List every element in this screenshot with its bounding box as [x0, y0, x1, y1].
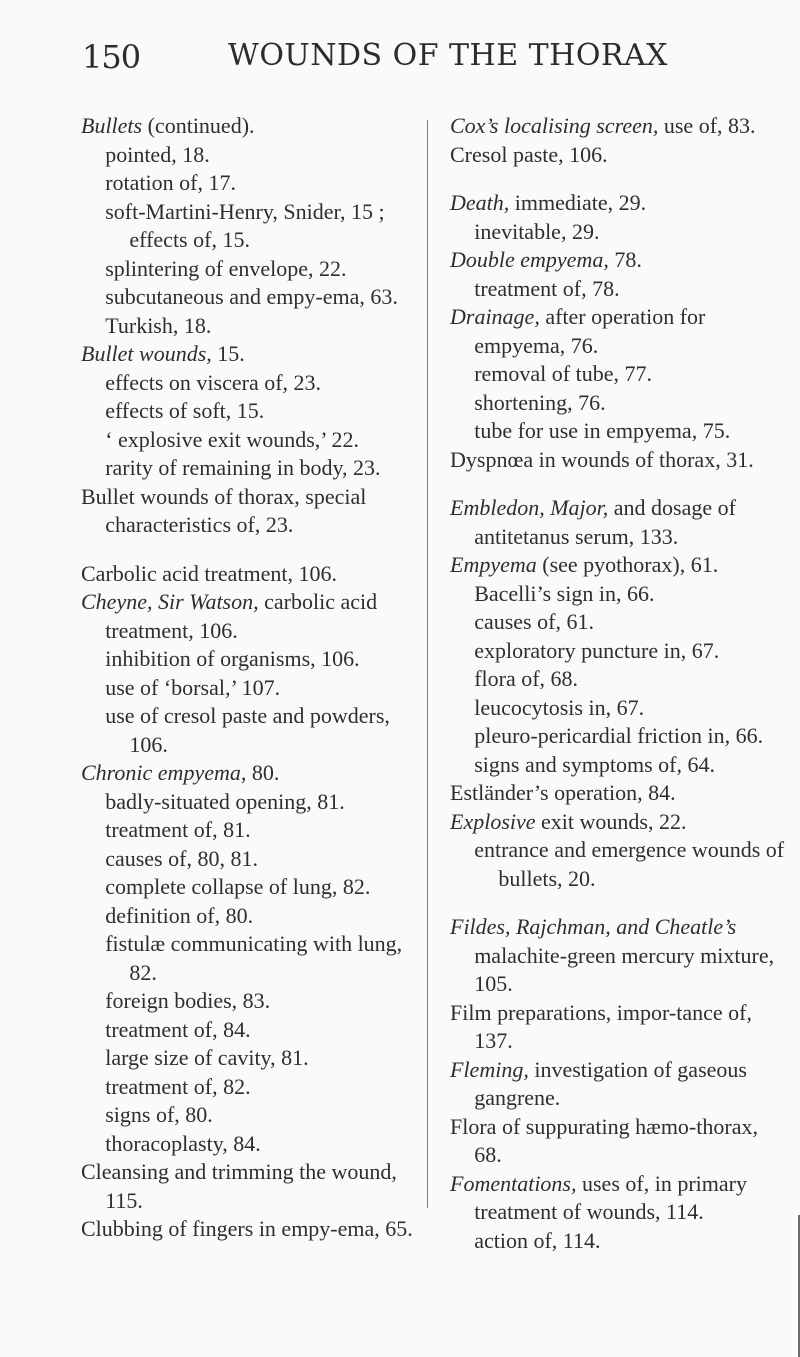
index-subentry: [81, 312, 421, 341]
entry-text: Turkish, 18.: [105, 312, 212, 338]
page-number: 150: [82, 38, 141, 76]
index-subentry: [450, 389, 790, 418]
index-subentry: [81, 645, 421, 674]
entry-text: soft-Martini-Henry, Snider, 15 ; effects of, 15.: [105, 198, 385, 252]
index-subentry: [81, 255, 421, 284]
entry-text: Cresol paste, 106.: [450, 141, 608, 167]
entry-text: use of cresol paste and powders, 106.: [105, 703, 390, 757]
entry-heading: Cox’s localising screen,: [450, 113, 659, 138]
index-subentry: [450, 665, 790, 694]
entry-text: Bullet wounds of thorax, special characteristics of, 23.: [81, 483, 367, 537]
index-subentry: [81, 283, 421, 312]
entry-text: inevitable, 29.: [474, 218, 600, 244]
index-subentry: [450, 637, 790, 666]
index-subentry: [81, 369, 421, 398]
entry-heading: Embledon, Major,: [450, 495, 609, 520]
entry-text: leucocytosis in, 67.: [474, 694, 645, 720]
entry-heading: Explosive: [450, 808, 536, 834]
entry-text: signs and symptoms of, 64.: [474, 751, 715, 777]
entry-text: (see pyothorax), 61.: [536, 552, 719, 577]
index-subentry: [450, 580, 790, 609]
entry-text: splintering of envelope, 22.: [105, 255, 347, 281]
entry-text: causes of, 80, 81.: [105, 845, 258, 871]
entry-text: rarity of remaining in body, 23.: [105, 455, 381, 480]
index-subentry: [81, 1044, 421, 1073]
index-entry: [450, 494, 790, 551]
index-entry: [450, 913, 790, 999]
entry-text: carbolic acid treatment, 106.: [105, 589, 378, 643]
entry-text: Clubbing of fingers in empy-ema, 65.: [81, 1216, 413, 1241]
index-column-left: [81, 112, 421, 1244]
index-entry: [450, 999, 790, 1056]
entry-text: Bacelli’s sign in, 66.: [474, 580, 655, 606]
entry-text: effects on viscera of, 23.: [105, 369, 322, 395]
entry-text: signs of, 80.: [105, 1102, 213, 1127]
entry-text: action of, 114.: [474, 1227, 601, 1253]
index-entry: [450, 446, 790, 475]
entry-text: Flora of suppurating hæmo-thorax, 68.: [450, 1113, 758, 1167]
entry-text: rotation of, 17.: [105, 170, 236, 195]
index-subentry: [450, 608, 790, 637]
index-subentry: [81, 1016, 421, 1045]
index-subentry: [81, 674, 421, 703]
entry-text: Estländer’s operation, 84.: [450, 780, 676, 805]
index-entry: [81, 340, 421, 369]
index-entry: [81, 560, 421, 589]
entry-text: treatment of, 82.: [105, 1073, 251, 1099]
index-subentry: [81, 1073, 421, 1102]
index-subentry: [81, 873, 421, 902]
index-subentry: [450, 417, 790, 446]
entry-heading: Fildes, Rajchman, and Cheatle’s: [450, 914, 737, 939]
entry-text: exit wounds, 22.: [535, 808, 687, 834]
entry-text: subcutaneous and empy-ema, 63.: [105, 284, 398, 309]
entry-heading: Drainage,: [450, 304, 540, 329]
entry-text: treatment of, 78.: [474, 275, 620, 301]
entry-text: use of, 83.: [658, 113, 756, 138]
entry-text: investigation of gaseous gangrene.: [474, 1056, 747, 1110]
entry-text: pleuro-pericardial friction in, 66.: [474, 723, 764, 748]
entry-heading: Bullet wounds,: [81, 341, 212, 366]
column-divider: [427, 120, 428, 1208]
index-subentry: [450, 751, 790, 780]
entry-text: 78.: [608, 247, 642, 272]
index-entry: [81, 588, 421, 645]
index-subentry: [81, 141, 421, 170]
index-column-right: [450, 112, 790, 1255]
index-subentry: [450, 275, 790, 304]
entry-text: exploratory puncture in, 67.: [474, 637, 720, 663]
entry-text: definition of, 80.: [105, 902, 254, 928]
entry-heading: Fleming,: [450, 1056, 529, 1082]
index-entry: [450, 1170, 790, 1227]
index-entry: [81, 1158, 421, 1215]
entry-heading: Chronic empyema,: [81, 760, 247, 785]
entry-text: Dyspnœa in wounds of thorax, 31.: [450, 446, 754, 472]
index-subentry: [450, 722, 790, 751]
index-subentry: [81, 426, 421, 455]
entry-text: fistulæ communicating with lung, 82.: [105, 931, 403, 985]
index-subentry: [81, 454, 421, 483]
entry-text: after operation for empyema, 76.: [474, 304, 706, 358]
entry-text: 15.: [211, 341, 245, 366]
page-header: [0, 38, 800, 88]
index-entry: [450, 551, 790, 580]
entry-text: tube for use in empyema, 75.: [474, 418, 731, 443]
index-entry: [450, 1113, 790, 1170]
entry-text: Cleansing and trimming the wound, 115.: [81, 1159, 397, 1213]
entry-heading: Death,: [450, 190, 510, 215]
entry-text: shortening, 76.: [474, 389, 606, 415]
entry-text: effects of soft, 15.: [105, 398, 265, 423]
entry-text: complete collapse of lung, 82.: [105, 874, 371, 899]
index-subentry: [81, 930, 421, 987]
entry-text: 80.: [246, 760, 280, 785]
index-entry: [81, 112, 421, 141]
entry-heading: Cheyne, Sir Watson,: [81, 589, 259, 614]
entry-text: (continued).: [142, 113, 255, 138]
index-subentry: [81, 198, 421, 255]
entry-text: treatment of, 81.: [105, 817, 251, 842]
entry-text: foreign bodies, 83.: [105, 988, 271, 1013]
index-subentry: [450, 694, 790, 723]
index-entry: [450, 779, 790, 808]
entry-text: malachite-green mercury mixture, 105.: [474, 942, 775, 996]
index-entry: [81, 483, 421, 540]
index-subentry: [450, 360, 790, 389]
entry-heading: Fomentations,: [450, 1170, 577, 1196]
entry-text: Carbolic acid treatment, 106.: [81, 560, 337, 586]
entry-text: thoracoplasty, 84.: [105, 1130, 261, 1156]
entry-text: entrance and emergence wounds of bullets, 20.: [474, 837, 785, 891]
index-entry: [450, 141, 790, 170]
index-entry: [450, 189, 790, 218]
index-subentry: [81, 788, 421, 817]
entry-text: inhibition of organisms, 106.: [105, 646, 360, 671]
entry-text: Film preparations, impor-tance of, 137.: [450, 999, 752, 1053]
index-subentry: [450, 836, 790, 893]
entry-text: uses of, in primary treatment of wounds, 114.: [474, 1170, 747, 1224]
index-subentry: [450, 218, 790, 247]
entry-text: badly-situated opening, 81.: [105, 788, 345, 814]
index-subentry: [81, 702, 421, 759]
entry-heading: Bullets: [81, 113, 143, 138]
entry-text: flora of, 68.: [474, 666, 579, 691]
entry-text: use of ‘borsal,’ 107.: [105, 674, 281, 700]
index-subentry: [450, 1227, 790, 1256]
index-entry: [450, 303, 790, 360]
entry-text: removal of tube, 77.: [474, 361, 652, 386]
index-entry: [450, 1056, 790, 1113]
index-subentry: [81, 1101, 421, 1130]
index-subentry: [81, 987, 421, 1016]
index-entry: [81, 1215, 421, 1244]
index-subentry: [81, 397, 421, 426]
entry-text: pointed, 18.: [105, 141, 210, 167]
entry-text: and dosage of antitetanus serum, 133.: [474, 495, 736, 549]
entry-heading: Empyema: [450, 552, 537, 577]
index-subentry: [81, 845, 421, 874]
entry-text: causes of, 61.: [474, 609, 594, 634]
entry-heading: Double empyema,: [450, 247, 609, 272]
index-subentry: [81, 1130, 421, 1159]
index-entry: [450, 808, 790, 837]
index-entry: [450, 112, 790, 141]
running-title: WOUNDS OF THE THORAX: [228, 38, 669, 73]
entry-text: ‘ explosive exit wounds,’ 22.: [105, 426, 359, 452]
entry-text: treatment of, 84.: [105, 1016, 251, 1042]
index-entry: [81, 759, 421, 788]
index-entry: [450, 246, 790, 275]
index-subentry: [81, 902, 421, 931]
index-subentry: [81, 816, 421, 845]
entry-text: immediate, 29.: [509, 190, 647, 215]
index-subentry: [81, 169, 421, 198]
entry-text: large size of cavity, 81.: [105, 1045, 309, 1070]
